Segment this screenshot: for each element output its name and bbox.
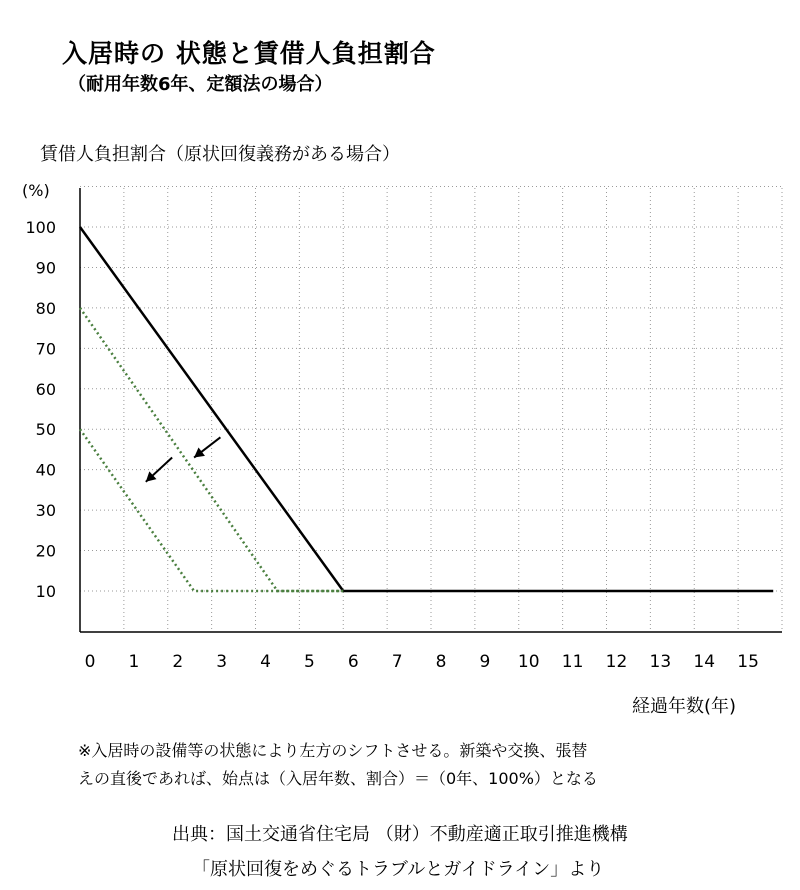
- x-tick-label: 10: [517, 652, 540, 672]
- chart-subtitle: （耐用年数6年、定額法の場合）: [68, 74, 333, 95]
- x-tick-label: 13: [649, 652, 672, 672]
- y-tick-label: 90: [35, 258, 56, 278]
- series-lines: [80, 227, 773, 591]
- y-tick-label: 50: [35, 420, 56, 440]
- x-tick-label: 5: [303, 652, 315, 672]
- x-tick-label: 15: [737, 652, 759, 672]
- grid-lines: [80, 187, 782, 632]
- x-tick-label: 14: [693, 652, 716, 672]
- annotation-arrows: [146, 437, 221, 481]
- y-tick-label: 70: [35, 339, 56, 359]
- y-tick-label: 10: [35, 582, 56, 601]
- y-tick-label: 20: [35, 541, 56, 561]
- x-tick-label: 7: [391, 652, 403, 672]
- chart-title: 入居時の 状態と賃借人負担割合: [62, 39, 436, 68]
- axes: [80, 188, 782, 632]
- y-tick-label: 80: [35, 298, 56, 318]
- y-tick-labels: [25, 218, 56, 601]
- note-line-1: ※入居時の設備等の状態により左方のシフトさせる。新築や交換、張替: [78, 741, 588, 760]
- x-tick-labels: [85, 652, 759, 672]
- y-tick-label: 40: [35, 460, 56, 480]
- x-tick-label: 1: [128, 652, 140, 672]
- y-tick-label: 30: [35, 501, 56, 521]
- series-line-solid: [80, 227, 773, 591]
- x-tick-label: 3: [216, 652, 228, 672]
- series-line-dotted: [80, 429, 343, 591]
- note-line-2: えの直後であれば、始点は（入居年数、割合）＝（0年、100%）となる: [78, 769, 598, 788]
- x-axis-label: 経過年数(年): [632, 696, 737, 717]
- x-tick-label: 8: [435, 652, 447, 672]
- y-tick-label: 100: [25, 218, 56, 237]
- x-tick-label: 6: [347, 652, 359, 672]
- source-line-2: 「原状回復をめぐるトラブルとガイドライン」より: [192, 859, 605, 880]
- x-tick-label: 0: [84, 652, 96, 672]
- y-axis-label: 賃借人負担割合（原状回復義務がある場合）: [40, 144, 400, 165]
- x-tick-label: 12: [605, 652, 628, 672]
- arrow-head: [194, 447, 205, 457]
- x-tick-label: 4: [260, 652, 271, 672]
- y-tick-label: 60: [35, 379, 56, 399]
- y-axis-unit: (%): [22, 181, 50, 200]
- source-line-1: 出典：国土交通省住宅局 （財）不動産適正取引推進機構: [172, 824, 628, 845]
- x-tick-label: 9: [479, 652, 491, 672]
- x-tick-label: 2: [172, 652, 184, 672]
- x-tick-label: 11: [561, 652, 584, 672]
